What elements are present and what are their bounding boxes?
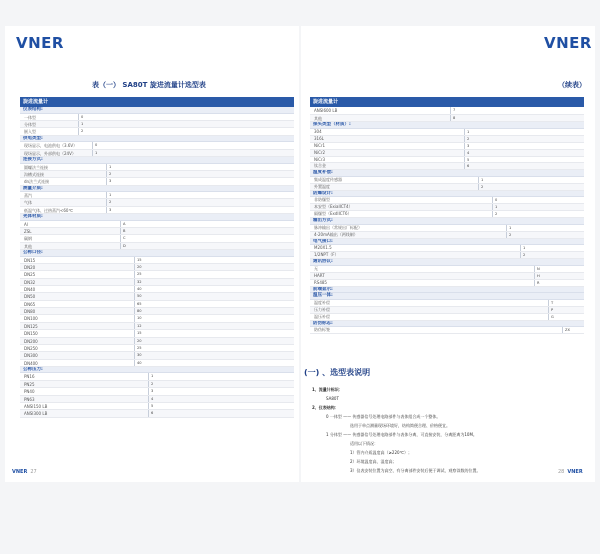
table-row	[310, 163, 584, 170]
option-label: DN150	[24, 331, 38, 337]
selection-table-title: 表（一） SA80T 旋进流量计选型表	[92, 81, 206, 89]
option-label: DN65	[24, 301, 36, 307]
brand-logo-right: VNER	[544, 34, 592, 52]
section-header: 温度补偿:	[310, 170, 584, 177]
option-code: N	[534, 266, 600, 272]
notes-heading: (一) 、选型表说明	[304, 368, 371, 377]
table-row	[20, 396, 294, 403]
section-header: 供电类型:	[20, 136, 294, 143]
table-row	[20, 150, 294, 157]
option-code: 40	[134, 286, 204, 292]
table-header: 旋进流量计	[310, 97, 584, 107]
option-code: 2	[106, 199, 176, 205]
option-code: 0	[92, 142, 162, 148]
option-label: DN250	[24, 345, 38, 351]
table-row	[310, 280, 584, 287]
option-code: D	[120, 243, 190, 249]
table-row	[310, 143, 584, 150]
option-label: 脉冲输出（常规出厂标配）	[314, 224, 362, 230]
table-row	[310, 129, 584, 136]
option-code: 4	[464, 150, 534, 156]
brand-logo-left: VNER	[16, 34, 64, 52]
option-code: 25	[134, 271, 204, 277]
table-row	[310, 314, 584, 321]
option-label: DN40	[24, 287, 36, 293]
option-label: 沟槽式连接	[24, 171, 44, 177]
option-code: T	[548, 300, 600, 306]
section-header: 仪表结构:	[20, 107, 294, 114]
option-code: 30	[134, 352, 204, 358]
option-label: DN300	[24, 353, 38, 359]
option-label: RS485	[314, 279, 327, 285]
option-label: NiCr1	[314, 142, 326, 148]
section-header: 壳体材质:	[20, 214, 294, 221]
option-code: 0	[78, 114, 148, 120]
option-code: R	[534, 280, 600, 286]
option-code: ZX	[562, 327, 600, 333]
option-code: 3	[106, 178, 176, 184]
option-label: DN50	[24, 294, 36, 300]
section-rows	[310, 177, 584, 191]
option-code: 3	[106, 207, 176, 213]
table-row	[310, 252, 584, 259]
table-row	[20, 381, 294, 388]
option-label: DN32	[24, 279, 36, 285]
continued-label: （续表）	[558, 81, 586, 89]
option-code: 1	[478, 177, 548, 183]
option-code: 5	[148, 403, 218, 409]
section-header: 探头类型（材质）:	[310, 122, 584, 129]
table-row	[20, 235, 294, 242]
table-row	[20, 221, 294, 228]
option-code: 80	[134, 308, 204, 314]
table-header: 旋进流量计	[20, 97, 294, 107]
option-label: 无	[314, 265, 318, 271]
table-row	[20, 338, 294, 345]
option-label: 嵌入型	[24, 129, 36, 135]
option-code: 1	[464, 129, 534, 135]
section-header: 通讯协议:	[310, 259, 584, 266]
table-row	[20, 308, 294, 315]
option-code: 20	[134, 338, 204, 344]
table-row	[20, 293, 294, 300]
option-label: 温度补偿	[314, 299, 330, 305]
section-rows	[20, 142, 294, 157]
option-label: 防伪标签	[314, 327, 330, 333]
option-label: 温压补偿	[314, 313, 330, 319]
option-label: ANSI300 LB	[24, 411, 48, 417]
table-row	[20, 128, 294, 135]
table-row	[20, 403, 294, 410]
table-row	[310, 150, 584, 157]
option-label: 气体	[24, 200, 32, 206]
option-code: 6	[464, 163, 534, 169]
section-rows	[310, 266, 584, 287]
note-line: 适用以下情况：	[350, 441, 378, 446]
table-row	[310, 115, 584, 123]
note-line: SA80T	[326, 396, 339, 401]
option-label: 其他	[314, 115, 322, 121]
option-label: 其他	[24, 243, 32, 249]
section-rows	[310, 197, 584, 218]
table-row	[310, 211, 584, 218]
page-number: 27	[30, 469, 37, 475]
option-label: 现场显示，外部供电（24V）	[24, 150, 76, 156]
table-row	[20, 207, 294, 214]
option-label: 低温气体、过热蒸汽<60℃	[24, 207, 73, 213]
option-label: DN200	[24, 338, 38, 344]
option-code: 10	[134, 315, 204, 321]
section-header: 输出方式:	[310, 218, 584, 225]
table-row	[310, 107, 584, 115]
table-row	[310, 177, 584, 184]
option-code: 2	[520, 252, 590, 258]
section-rows	[20, 373, 294, 417]
option-code: 3	[148, 388, 218, 394]
section-header: 测量介质:	[20, 186, 294, 193]
table-row	[310, 232, 584, 239]
table-row	[20, 301, 294, 308]
option-label: 圆螺法兰连接	[24, 164, 48, 170]
section-rows	[310, 327, 584, 334]
option-label: ANSI150 LB	[24, 403, 48, 409]
lead-rows	[310, 107, 584, 122]
option-label: NiCr3	[314, 156, 326, 162]
table-row	[20, 388, 294, 395]
table-row	[310, 273, 584, 280]
section-header: 连接方式:	[20, 157, 294, 164]
note-line: 3）仪表安装位置为高空、有分离部件安装后便于调试、观察读数的位置。	[350, 468, 481, 473]
option-code: 0	[492, 197, 562, 203]
table-row	[20, 178, 294, 185]
option-code: A	[120, 221, 190, 227]
table-row	[310, 157, 584, 164]
footer-brand: VNER	[567, 469, 583, 475]
selection-table-right	[310, 97, 584, 334]
note-line: 1）管内介质温度高（≥220℃）；	[350, 450, 413, 455]
selection-notes	[300, 367, 585, 475]
table-row	[20, 192, 294, 199]
option-label: 集成温度传感器	[314, 177, 342, 182]
option-code: 1	[106, 164, 176, 170]
table-row	[20, 410, 294, 417]
section-header: 前端显示:	[310, 287, 584, 294]
option-label: PN63	[24, 396, 35, 402]
table-row	[20, 257, 294, 264]
footer-left	[12, 469, 37, 475]
note-line: 1 分体型 —— 传感器信号处理电路部件与表体分离，可直接安装，分离距离为10M。	[326, 432, 477, 437]
option-label: DN100	[24, 316, 38, 322]
section-rows	[20, 114, 294, 136]
option-label: ZSL	[24, 229, 32, 235]
table-row	[20, 330, 294, 337]
section-rows	[310, 225, 584, 239]
option-label: 碳钢	[24, 236, 32, 242]
option-label: 316L	[314, 135, 324, 141]
option-code: 2	[106, 171, 176, 177]
option-code: 20	[134, 264, 204, 270]
table-row	[310, 225, 584, 232]
option-code: 15	[134, 257, 204, 263]
option-code: 3	[464, 143, 534, 149]
page-number: 28	[558, 469, 565, 475]
table-row	[20, 279, 294, 286]
table-row	[20, 142, 294, 149]
option-code: 2	[478, 184, 548, 190]
option-code: 1	[520, 245, 590, 251]
option-label: PN25	[24, 381, 35, 387]
section-rows	[20, 221, 294, 250]
table-row	[310, 300, 584, 307]
option-label: PN40	[24, 389, 35, 395]
footer-right	[558, 469, 583, 475]
option-code: 1	[92, 150, 162, 156]
option-code: H	[534, 273, 600, 279]
option-label: 现场显示，电池供电（3.6V）	[24, 143, 78, 149]
table-row	[310, 136, 584, 143]
table-row	[20, 345, 294, 352]
section-header: 公称口径:	[20, 250, 294, 257]
table-row	[20, 264, 294, 271]
option-code: 8	[450, 115, 520, 122]
option-label: DN80	[24, 309, 36, 315]
option-code: 1	[492, 204, 562, 210]
note-line: 0 一体型 —— 传感器信号处理电路部件与表体组合成一个整体。	[326, 414, 441, 419]
table-row	[20, 360, 294, 367]
note-line: 2）环境温度高、湿度高；	[350, 459, 397, 464]
table-row	[20, 171, 294, 178]
option-label: 一体型	[24, 114, 36, 120]
option-label: HART	[314, 272, 325, 278]
option-label: DN15	[24, 257, 36, 263]
table-row	[20, 373, 294, 380]
table-row	[310, 266, 584, 273]
section-rows	[20, 192, 294, 214]
option-code: 1	[78, 121, 148, 127]
option-code: 4	[148, 396, 218, 402]
option-label: 304	[314, 128, 322, 134]
option-code: C	[120, 235, 190, 241]
section-header: 电气接口:	[310, 239, 584, 246]
table-row	[20, 164, 294, 171]
note-line: 选用于单点测量现场环境好，结构简便合理、价格便宜。	[350, 423, 450, 428]
option-code: 6	[148, 410, 218, 416]
table-row	[20, 121, 294, 128]
option-code: 1	[106, 192, 176, 198]
table-row	[310, 327, 584, 334]
option-code: 2	[78, 128, 148, 134]
option-label: 1/2NPT（F）	[314, 252, 339, 258]
section-header: 防爆设计:	[310, 191, 584, 198]
table-row	[20, 114, 294, 121]
option-code: 2	[506, 232, 576, 238]
table-row	[20, 271, 294, 278]
option-label: M20X1.5	[314, 245, 332, 251]
section-header: 温压一体:	[310, 293, 584, 300]
option-label: 分体型	[24, 121, 36, 127]
option-label: 隔爆型（ExdIICT6）	[314, 211, 352, 217]
note-line: 2、仪表结构：	[312, 405, 339, 410]
table-row	[310, 184, 584, 191]
option-code: 2	[492, 211, 562, 217]
option-code: 40	[134, 360, 204, 366]
section-rows	[310, 245, 584, 259]
section-header: 公称压力:	[20, 367, 294, 374]
table-row	[20, 352, 294, 359]
option-code: 2	[148, 381, 218, 387]
note-line: 1、流量计标识：	[312, 387, 343, 392]
option-code: 65	[134, 301, 204, 307]
option-label: 蒸汽	[24, 193, 32, 199]
option-code: B	[120, 228, 190, 234]
option-label: DN400	[24, 360, 38, 366]
option-code: 25	[134, 345, 204, 351]
selection-table-left	[20, 97, 294, 418]
option-label: 本安型（ExiaIICT4）	[314, 204, 353, 210]
option-label: 4-20mA输出（两线制）	[314, 231, 358, 237]
option-code: 50	[134, 293, 204, 299]
option-code: 1	[506, 225, 576, 231]
table-row	[310, 245, 584, 252]
option-label: ANSI600 LB	[314, 108, 338, 113]
option-label: 压力补偿	[314, 306, 330, 312]
footer-brand: VNER	[12, 469, 28, 475]
table-row	[20, 199, 294, 206]
option-label: DN20	[24, 265, 36, 271]
option-label: 钛合金	[314, 163, 326, 169]
option-code: 1	[148, 373, 218, 379]
table-row	[20, 243, 294, 250]
option-code: G	[548, 314, 600, 320]
option-label: PN16	[24, 374, 35, 380]
table-row	[20, 315, 294, 322]
option-label: Al	[24, 221, 28, 227]
section-header: 防伪标志:	[310, 321, 584, 328]
option-code: 15	[134, 330, 204, 336]
option-label: 外置温度	[314, 183, 330, 189]
section-rows	[20, 257, 294, 367]
section-rows	[310, 300, 584, 321]
option-code: P	[548, 307, 600, 313]
section-rows	[310, 129, 584, 171]
table-row	[20, 228, 294, 235]
section-rows	[20, 164, 294, 186]
option-label: DN125	[24, 323, 38, 329]
option-label: dn法兰式连接	[24, 179, 50, 185]
option-label: DN25	[24, 272, 36, 278]
option-code: 32	[134, 279, 204, 285]
option-code: 2	[464, 136, 534, 142]
option-label: NiCr2	[314, 149, 326, 155]
table-row	[20, 286, 294, 293]
table-row	[310, 307, 584, 314]
option-code: 5	[464, 157, 534, 163]
option-code: 7	[450, 107, 520, 114]
option-code: 12	[134, 323, 204, 329]
option-label: 非防爆型	[314, 197, 330, 203]
table-row	[20, 323, 294, 330]
